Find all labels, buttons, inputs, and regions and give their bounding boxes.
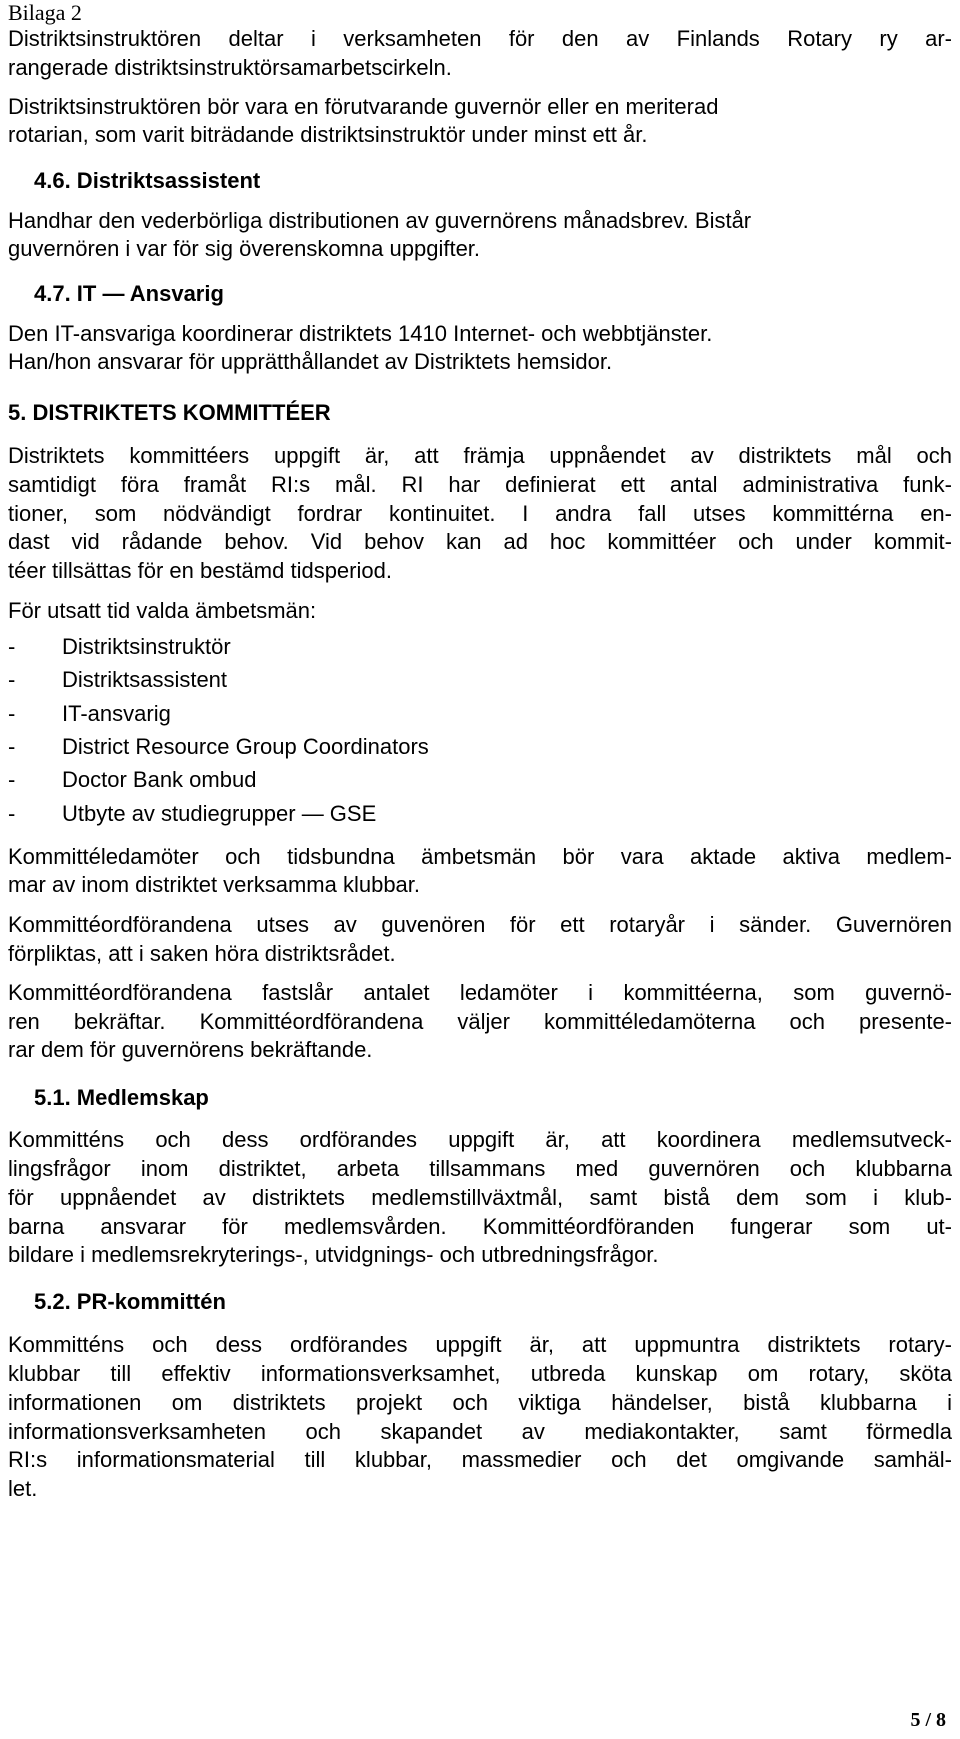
paragraph-line: för uppnåendet av distriktets medlemstillväxtmål, samt bistå dem som i klub- — [8, 1185, 952, 1210]
list-item — [8, 667, 227, 693]
list-item-label: Distriktsinstruktör — [62, 634, 231, 659]
paragraph-line: informationsverksamheten och skapandet av mediakontakter, samt förmedla — [8, 1419, 952, 1444]
list-item-label: Distriktsassistent — [62, 667, 228, 692]
paragraph-line: téer tillsättas för en bestämd tidsperiod. — [8, 558, 392, 583]
paragraph-line: klubbar till effektiv informationsverksamhet, utbreda kunskap om rotary, sköta — [8, 1361, 952, 1386]
paragraph-line: Kommitténs och dess ordförandes uppgift är, att uppmuntra distriktets rotary- — [8, 1332, 952, 1357]
paragraph-line: förpliktas, att i saken höra distriktsrådet. — [8, 941, 396, 966]
paragraph-line: dast vid rådande behov. Vid behov kan ad hoc kommittéer och under kommit- — [8, 529, 952, 554]
paragraph-line: RI:s informationsmaterial till klubbar, massmedier och det omgivande samhäl- — [8, 1447, 952, 1472]
paragraph-line: Distriktsinstruktören bör vara en förutvarande guvernör eller en meriterad — [8, 94, 719, 119]
list-item — [8, 734, 429, 760]
list-item — [8, 801, 376, 827]
paragraph-line: rar dem för guvernörens bekräftande. — [8, 1037, 373, 1062]
paragraph-line: Kommitténs och dess ordförandes uppgift är, att koordinera medlemsutveck- — [8, 1127, 952, 1152]
section-heading-5-2: 5.2. PR-kommittén — [34, 1289, 226, 1314]
paragraph-line: lingsfrågor inom distriktet, arbeta tillsammans med guvernören och klubbarna — [8, 1156, 952, 1181]
list-dash: - — [8, 634, 16, 659]
paragraph-line: Distriktets kommittéers uppgift är, att främja uppnåendet av distriktets mål och — [8, 443, 952, 468]
section-heading-4-7: 4.7. IT — Ansvarig — [34, 281, 224, 306]
officials-intro: För utsatt tid valda ämbetsmän: — [8, 598, 317, 623]
paragraph-line: Kommittéledamöter och tidsbundna ämbetsmän bör vara aktade aktiva medlem- — [8, 844, 952, 869]
list-item — [8, 767, 256, 793]
paragraph-line: Handhar den vederbörliga distributionen av guvernörens månadsbrev. Bistår — [8, 208, 752, 233]
list-dash: - — [8, 701, 16, 726]
paragraph-line: mar av inom distriktet verksamma klubbar. — [8, 872, 421, 897]
paragraph-line: Den IT-ansvariga koordinerar distriktets 1410 Internet- och webbtjänster. — [8, 321, 713, 346]
section-heading-4-6: 4.6. Distriktsassistent — [34, 168, 261, 193]
paragraph-line: Kommittéordförandena utses av guvenören för ett rotaryår i sänder. Guvernören — [8, 912, 952, 937]
list-dash: - — [8, 801, 16, 826]
paragraph-line: samtidigt föra framåt RI:s mål. RI har definierat ett antal administrativa funk- — [8, 472, 952, 497]
list-item-label: IT-ansvarig — [62, 701, 171, 726]
paragraph-line: informationen om distriktets projekt och viktiga händelser, bistå klubbarna i — [8, 1390, 952, 1415]
list-item-label: Utbyte av studiegrupper — GSE — [62, 801, 377, 826]
list-item-label: Doctor Bank ombud — [62, 767, 257, 792]
paragraph-line: barna ansvarar för medlemsvården. Kommittéordföranden fungerar som ut- — [8, 1214, 952, 1239]
paragraph-line: Kommittéordförandena fastslår antalet ledamöter i kommittéerna, som guvernö- — [8, 980, 952, 1005]
paragraph-line: Han/hon ansvarar för upprätthållandet av Distriktets hemsidor. — [8, 349, 613, 374]
list-item-label: District Resource Group Coordinators — [62, 734, 429, 759]
page-number: 5 / 8 — [910, 1709, 946, 1731]
section-heading-5-1: 5.1. Medlemskap — [34, 1085, 209, 1110]
list-item — [8, 634, 231, 660]
list-dash: - — [8, 734, 16, 759]
paragraph-line: rotarian, som varit biträdande distriktsinstruktör under minst ett år. — [8, 122, 648, 147]
list-dash: - — [8, 667, 16, 692]
paragraph-line: Distriktsinstruktören deltar i verksamheten för den av Finlands Rotary ry ar- — [8, 26, 952, 51]
paragraph-line: bildare i medlemsrekryterings-, utvidgnings- och utbredningsfrågor. — [8, 1242, 659, 1267]
appendix-label: Bilaga 2 — [8, 0, 82, 25]
list-dash: - — [8, 767, 16, 792]
paragraph-line: tioner, som nödvändigt fordrar kontinuitet. I andra fall utses kommittérna en- — [8, 501, 952, 526]
paragraph-line: ren bekräftar. Kommittéordförandena väljer kommittéledamöterna och presente- — [8, 1009, 952, 1034]
paragraph-line: guvernören i var för sig överenskomna uppgifter. — [8, 236, 481, 261]
paragraph-line: let. — [8, 1476, 38, 1501]
section-heading-5: 5. DISTRIKTETS KOMMITTÉER — [8, 400, 331, 425]
list-item — [8, 701, 171, 727]
paragraph-line: rangerade distriktsinstruktörsamarbetscirkeln. — [8, 55, 452, 80]
